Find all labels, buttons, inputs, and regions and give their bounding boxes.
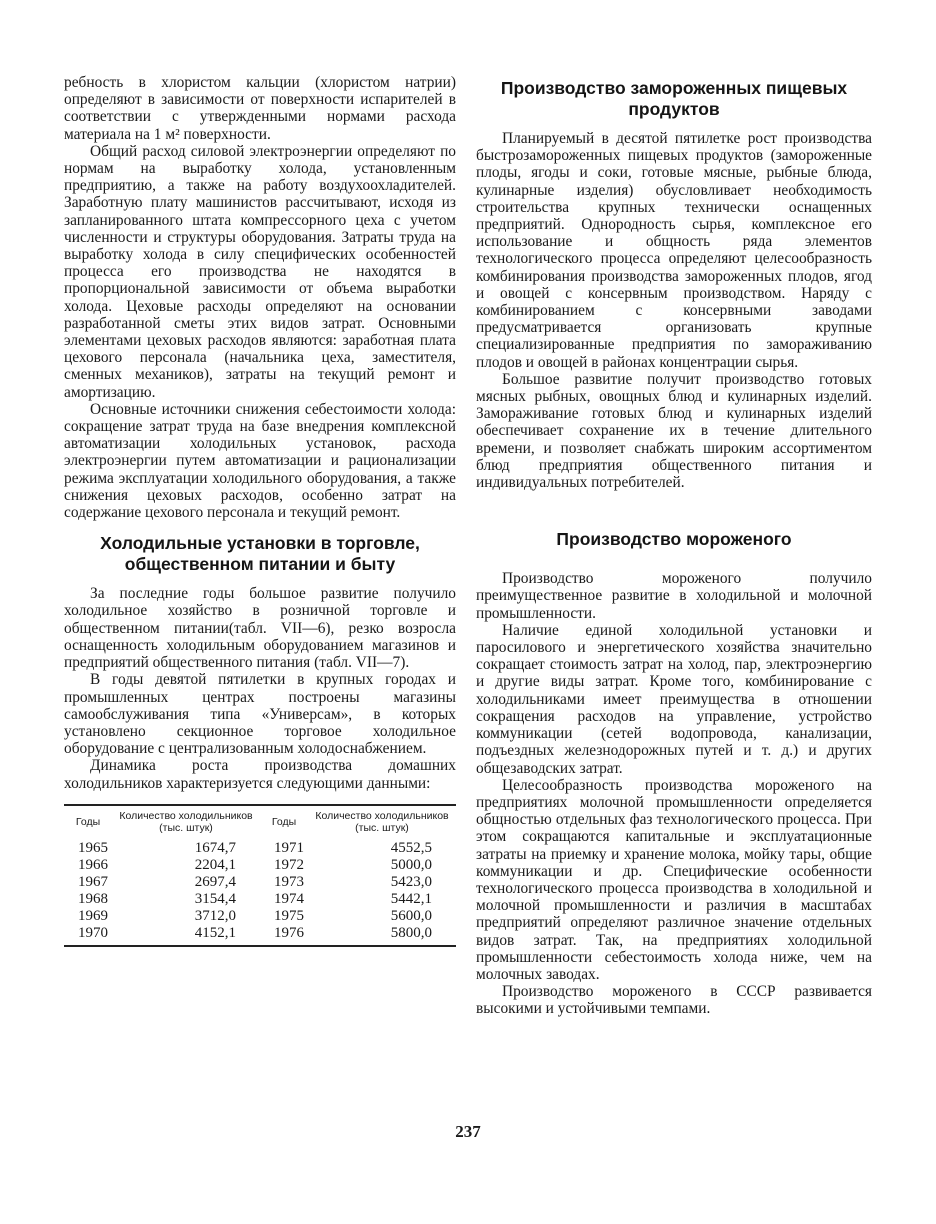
value-cell: 5800,0 — [390, 924, 432, 941]
value-cell: 1674,7 — [194, 839, 236, 856]
value-cell: 3712,0 — [194, 907, 236, 924]
paragraph: Динамика роста производства домашних холодильников характеризуется следующими данными: — [64, 757, 456, 792]
paragraph: Производство мороженого получило преимущественное развитие в холодильной и молочной промышленности. — [476, 570, 872, 622]
table-row — [64, 857, 456, 874]
paragraph: Основные источники снижения себестоимости холода: сокращение затрат труда на базе внедрения комплексной автоматизации холодильных установок, расхода электроэнергии путем автоматизации и рационализации режима эксплуатации холодильного оборудования, а также снижения цеховых расходов, особенно затрат на содержание цехового персонала и текущий ремонт. — [64, 400, 456, 522]
right-column — [476, 74, 872, 1018]
paragraph: ребность в хлористом кальции (хлористом натрии) определяют в зависимости от поверхности испарителей в соответствии с утвержденными нормами расхода материала на 1 м² поверхности. — [64, 74, 456, 143]
column-header: Годы — [271, 815, 297, 828]
page-number: 237 — [455, 1122, 481, 1141]
column-header: Годы — [75, 815, 101, 828]
table-row — [64, 891, 456, 908]
paragraph: Общий расход силовой электроэнергии определяют по нормам на выработку холода, установленным предприятию, а также на работу воздухоохладителей. Заработную плату машинистов рассчитывают, исходя из запланированного штата компрессорного цеха с учетом численности и структуры оборудования. Затраты труда на выработку холода в силу специфических особенностей процесса его производства не находятся в пропорциональной зависимости от объема выработки холода. Цеховые расходы определяют на основании разработанной сметы этих видов затрат. Основными элементами цеховых расходов являются: заработная плата цехового персонала (начальника цеха, заместителя, сменных механиков), затраты на текущий ремонт и амортизацию. — [64, 142, 456, 401]
year-cell: 1975 — [274, 907, 304, 924]
value-cell: 2697,4 — [194, 873, 236, 890]
value-cell: 5442,1 — [390, 890, 432, 907]
table-row — [64, 840, 456, 857]
year-cell: 1969 — [78, 907, 108, 924]
column-header: Количество холодильников (тыс. штук) — [315, 809, 449, 834]
section-heading-frozen-foods: Производство замороженных пищевых продуктов — [500, 78, 848, 119]
table-row — [64, 925, 456, 942]
year-cell: 1965 — [78, 839, 108, 856]
column-header: Количество холодильников (тыс. штук) — [119, 809, 253, 834]
year-cell: 1970 — [78, 924, 108, 941]
table-row — [64, 908, 456, 925]
table-header-row — [64, 806, 456, 840]
year-cell: 1976 — [274, 924, 304, 941]
paragraph: Планируемый в десятой пятилетке рост производства быстрозамороженных пищевых продуктов (замороженные плоды, ягоды и соки, готовые мясные, рыбные блюда, кулинарные изделия) обусловливает необходимость строительства крупных технически оснащенных предприятий. Однородность сырья, комплексное его использование и общность ряда элементов технологического процесса определяют целесообразность комбинирования производства замороженных плодов, ягод и овощей с консервным производством. Наряду с комбинированием с консервными заводами предусматривается организовать крупные специализированные предприятия по замораживанию плодов и овощей в районах концентрации сырья. — [476, 130, 872, 371]
paragraph: За последние годы большое развитие получило холодильное хозяйство в розничной торговле и общественном питании(табл. VII—6), резко возросла оснащенность холодильным оборудованием магазинов и предприятий общественного питания (табл. VII—7). — [64, 585, 456, 672]
value-cell: 5600,0 — [390, 907, 432, 924]
paragraph: В годы девятой пятилетки в крупных городах и промышленных центрах построены магазины самообслуживания типа «Универсам», в которых установлено секционное торговое холодильное оборудование с централизованным холодоснабжением. — [64, 671, 456, 758]
refrigerator-production-table — [64, 806, 456, 942]
table-row — [64, 874, 456, 891]
year-cell: 1972 — [274, 856, 304, 873]
value-cell: 2204,1 — [194, 856, 236, 873]
paragraph: Наличие единой холодильной установки и паросилового и энергетического хозяйства значительно сокращает стоимость затрат на холод, пар, электроэнергию и другие виды затрат. Кроме того, комбинирование с холодильниками имеет преимущества в отношении сокращения расходов на управление, устройство коммуникации (сетей водопровода, канализации, подъездных железнодорожных путей и т. д.) и других общезаводских затрат. — [476, 621, 872, 777]
left-column — [64, 74, 456, 947]
paragraph: Целесообразность производства мороженого на предприятиях молочной промышленности определяется общностью отдельных фаз технологического процесса. При этом сокращаются капитальные и эксплуатационные затраты на приемку и хранение молока, мойку тары, общие коммуникации и др. Специфические особенности технологического процесса производства в холодильной и молочной промышленности и различия в масштабах предприятий определяют различное значение отдельных видов затрат. Так, на предприятиях холодильной промышленности себестоимость холода ниже, чем на молочных заводах. — [476, 776, 872, 983]
year-cell: 1967 — [78, 873, 108, 890]
year-cell: 1966 — [78, 856, 108, 873]
paragraph: Производство мороженого в СССР развивается высокими и устойчивыми темпами. — [476, 983, 872, 1018]
value-cell: 4152,1 — [194, 924, 236, 941]
year-cell: 1971 — [274, 839, 304, 856]
value-cell: 4552,5 — [390, 839, 432, 856]
section-heading-refrigeration: Холодильные установки в торговле, общественном питании и быту — [100, 533, 420, 575]
table-bottom-rule — [64, 945, 456, 947]
year-cell: 1973 — [274, 873, 304, 890]
value-cell: 3154,4 — [194, 890, 236, 907]
year-cell: 1968 — [78, 890, 108, 907]
value-cell: 5423,0 — [390, 873, 432, 890]
paragraph: Большое развитие получит производство готовых мясных рыбных, овощных блюд и кулинарных изделий. Замораживание готовых блюд и кулинарных изделий обеспечивает сохранение их в течение длительного времени, и позволяет снабжать широким ассортиментом блюд предприятия общественного питания и индивидуальных потребителей. — [476, 370, 872, 492]
year-cell: 1974 — [274, 890, 304, 907]
value-cell: 5000,0 — [390, 856, 432, 873]
section-heading-ice-cream: Производство мороженого — [556, 529, 792, 550]
